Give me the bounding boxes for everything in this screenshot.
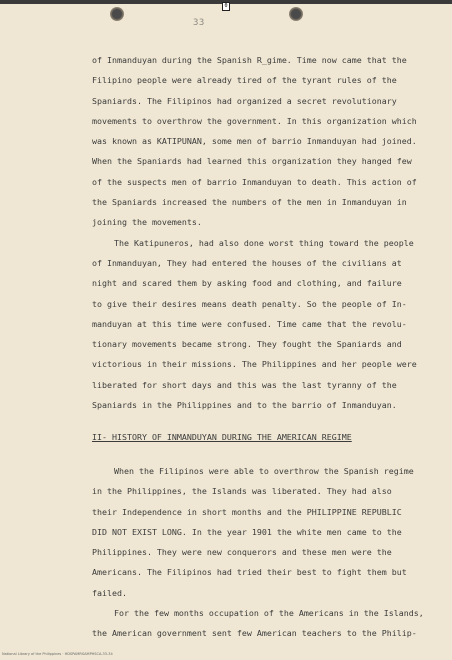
text-line: DID NOT EXIST LONG. In the year 1901 the white men came to the [92,526,402,537]
text-line: of Inmanduyan, They had entered the houses of the civilians at [92,257,402,268]
paragraphs-spanish-regime [92,50,432,415]
text-line: victorious in their missions. The Philippines and her people were [92,359,417,370]
text-line: When the Spaniards had learned this organization they hanged few [92,156,412,167]
text-line: liberated for short days and this was the last tyranny of the [92,379,397,390]
text-line: Americans. The Filipinos had tried their best to fight them but [92,567,407,578]
text-line: Philippines. They were new conquerors and these men were the [92,547,392,558]
text-line: Spaniards. The Filipinos had organized a secret revolutionary [92,95,397,106]
text-line: The Katipuneros, had also done worst thing toward the people [114,237,414,248]
text-line: in the Philippines, the Islands was liberated. They had also [92,486,392,497]
text-line: tionary movements became strong. They fought the Spaniards and [92,339,402,350]
text-line: of the suspects men of barrio Inmanduyan to death. This action of [92,176,417,187]
text-line: the American government sent few American teachers to the Philip- [92,628,417,639]
punch-hole-left [110,7,124,21]
text-line: Filipino people were already tired of the tyrant rules of the [92,75,397,86]
text-line: joining the movements. [92,217,202,228]
text-line: Spaniards in the Philippines and to the barrio of Inmanduyan. [92,400,397,411]
text-line: of Inmanduyan during the Spanish R_gime. Time now came that the [92,55,407,65]
text-line: was known as KATIPUNAN, some men of barrio Inmanduyan had joined. [92,136,417,147]
punch-hole-right [289,7,303,21]
text-line: For the few months occupation of the Americans in the Islands, [114,608,424,619]
text-line: to give their desires means death penalty. So the people of In- [92,298,407,309]
paragraphs-american-regime [92,461,432,644]
text-line: night and scared them by asking food and clothing, and failure [92,278,402,289]
archive-footer: National Library of the Philippines · HDSPAMRSAMPHSCA-33-34 [2,652,113,656]
text-line: When the Filipinos were able to overthrow the Spanish regime [114,466,414,476]
section-heading: II- HISTORY OF INMANDUYAN DURING THE AMERICAN REGIME [92,432,352,442]
text-line: movements to overthrow the government. In this organization which [92,115,417,126]
text-line: the Spaniards increased the numbers of the men in Inmanduyan in [92,197,407,208]
page-number: 33 [193,18,205,28]
scan-tag: 0 [222,2,230,11]
text-line: their Independence in short months and the PHILIPPINE REPUBLIC [92,506,402,517]
text-line: manduyan at this time were confused. Time came that the revolu- [92,318,407,329]
text-line: failed. [92,587,127,598]
